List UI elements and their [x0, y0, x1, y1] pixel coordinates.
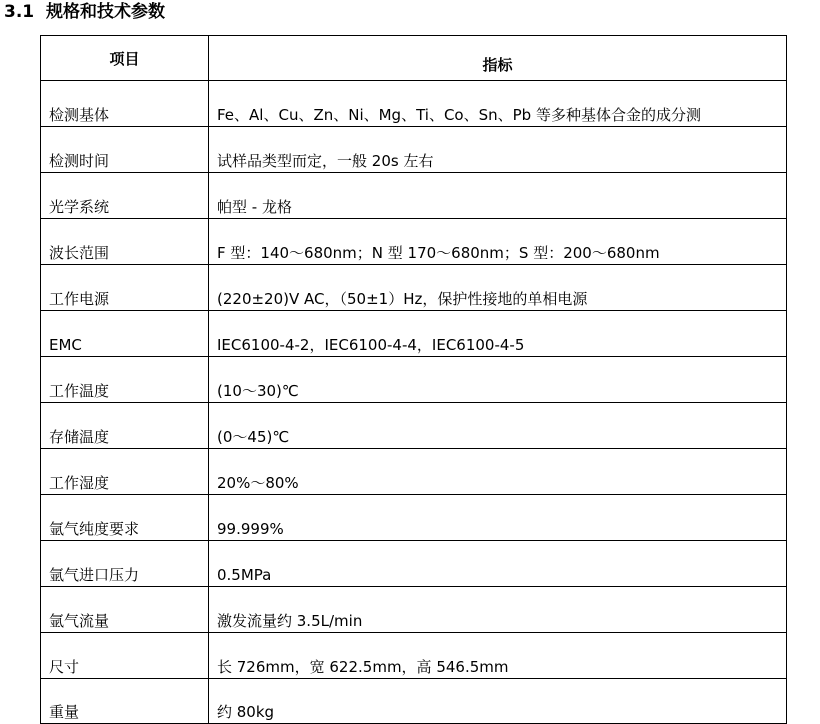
row-label: 工作湿度: [41, 449, 209, 495]
row-value: 约 80kg: [209, 679, 787, 724]
row-label: 检测时间: [41, 127, 209, 173]
table-row: [41, 633, 787, 679]
row-value: 激发流量约 3.5L/min: [209, 587, 787, 633]
table-row: [41, 173, 787, 219]
table-row: [41, 311, 787, 357]
spec-table: [40, 35, 787, 724]
row-label: EMC: [41, 311, 209, 357]
row-value: Fe、Al、Cu、Zn、Ni、Mg、Ti、Co、Sn、Pb 等多种基体合金的成分测: [209, 81, 787, 127]
table-row: [41, 265, 787, 311]
row-label: 波长范围: [41, 219, 209, 265]
row-value: F 型：140～680nm；N 型 170～680nm；S 型：200～680nm: [209, 219, 787, 265]
row-value: (0～45)℃: [209, 403, 787, 449]
table-row: [41, 679, 787, 724]
section-heading: [4, 0, 165, 24]
row-value: 试样品类型而定，一般 20s 左右: [209, 127, 787, 173]
table-row: [41, 127, 787, 173]
row-value: (220±20)V AC，（50±1）Hz，保护性接地的单相电源: [209, 265, 787, 311]
table-row: [41, 449, 787, 495]
table-row: [41, 403, 787, 449]
column-header-item: 项目: [41, 36, 209, 81]
table-row: [41, 541, 787, 587]
table-row: [41, 81, 787, 127]
table-row: [41, 587, 787, 633]
column-header-spec: 指标: [209, 36, 787, 81]
row-value: IEC6100-4-2，IEC6100-4-4，IEC6100-4-5: [209, 311, 787, 357]
row-label: 存储温度: [41, 403, 209, 449]
row-label: 工作温度: [41, 357, 209, 403]
row-label: 尺寸: [41, 633, 209, 679]
row-label: 氩气进口压力: [41, 541, 209, 587]
row-value: 99.999%: [209, 495, 787, 541]
table-row: [41, 495, 787, 541]
table-header-row: [41, 36, 787, 81]
row-value: 0.5MPa: [209, 541, 787, 587]
row-value: 帕型 - 龙格: [209, 173, 787, 219]
section-title: 规格和技术参数: [45, 2, 165, 22]
row-label: 工作电源: [41, 265, 209, 311]
row-value: 长 726mm，宽 622.5mm，高 546.5mm: [209, 633, 787, 679]
section-number: 3.1: [4, 2, 35, 22]
row-value: (10～30)℃: [209, 357, 787, 403]
table-row: [41, 357, 787, 403]
row-label: 重量: [41, 679, 209, 724]
row-label: 光学系统: [41, 173, 209, 219]
row-value: 20%～80%: [209, 449, 787, 495]
row-label: 氩气流量: [41, 587, 209, 633]
row-label: 氩气纯度要求: [41, 495, 209, 541]
table-row: [41, 219, 787, 265]
row-label: 检测基体: [41, 81, 209, 127]
